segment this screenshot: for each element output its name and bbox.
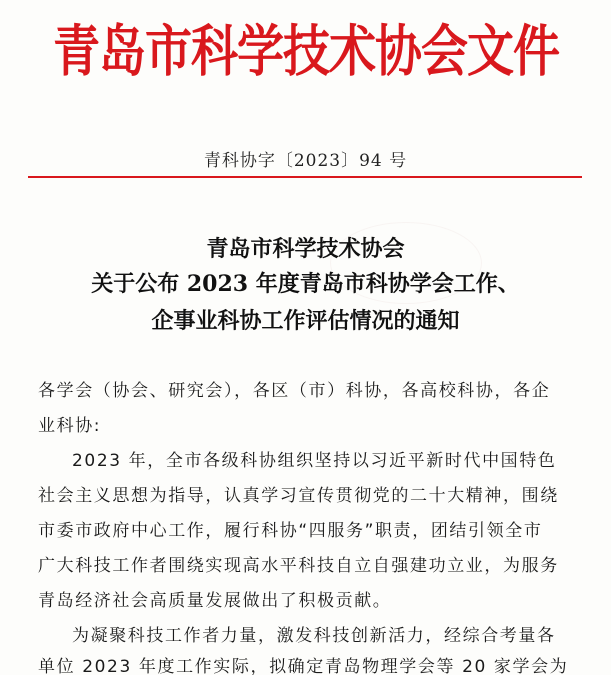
body-line: 单位 2023 年度工作实际，拟确定青岛物理学会等 20 家学会为 xyxy=(38,657,569,675)
org-header-title: 青岛市科学技术协会文件 xyxy=(53,19,559,85)
body-line: 社会主义思想为指导，认真学习宣传贯彻党的二十大精神，围绕 xyxy=(38,486,559,506)
body-line: 各学会（协会、研究会），各区（市）科协，各高校科协，各企 xyxy=(38,381,551,401)
notice-title-line-1: 青岛市科学技术协会 xyxy=(206,236,405,262)
body-line: 青岛经济社会高质量发展做出了积极贡献。 xyxy=(38,591,392,611)
notice-title-line-3: 企事业科协工作评估情况的通知 xyxy=(151,308,460,334)
body-line: 广大科技工作者围绕实现高水平科技自立自强建功立业，为服务 xyxy=(38,556,559,576)
document-number: 青科协字〔2023〕94 号 xyxy=(203,151,408,171)
body-line: 2023 年，全市各级科协组织坚持以习近平新时代中国特色 xyxy=(72,451,557,471)
header-divider xyxy=(28,176,582,178)
notice-title-line-2: 关于公布 2023 年度青岛市科协学会工作、 xyxy=(91,271,520,297)
body-line: 市委市政府中心工作，履行科协“四服务”职责，团结引领全市 xyxy=(38,521,543,541)
body-line: 业科协: xyxy=(38,416,102,436)
body-line: 为凝聚科技工作者力量，激发科技创新活力，经综合考量各 xyxy=(72,626,556,646)
